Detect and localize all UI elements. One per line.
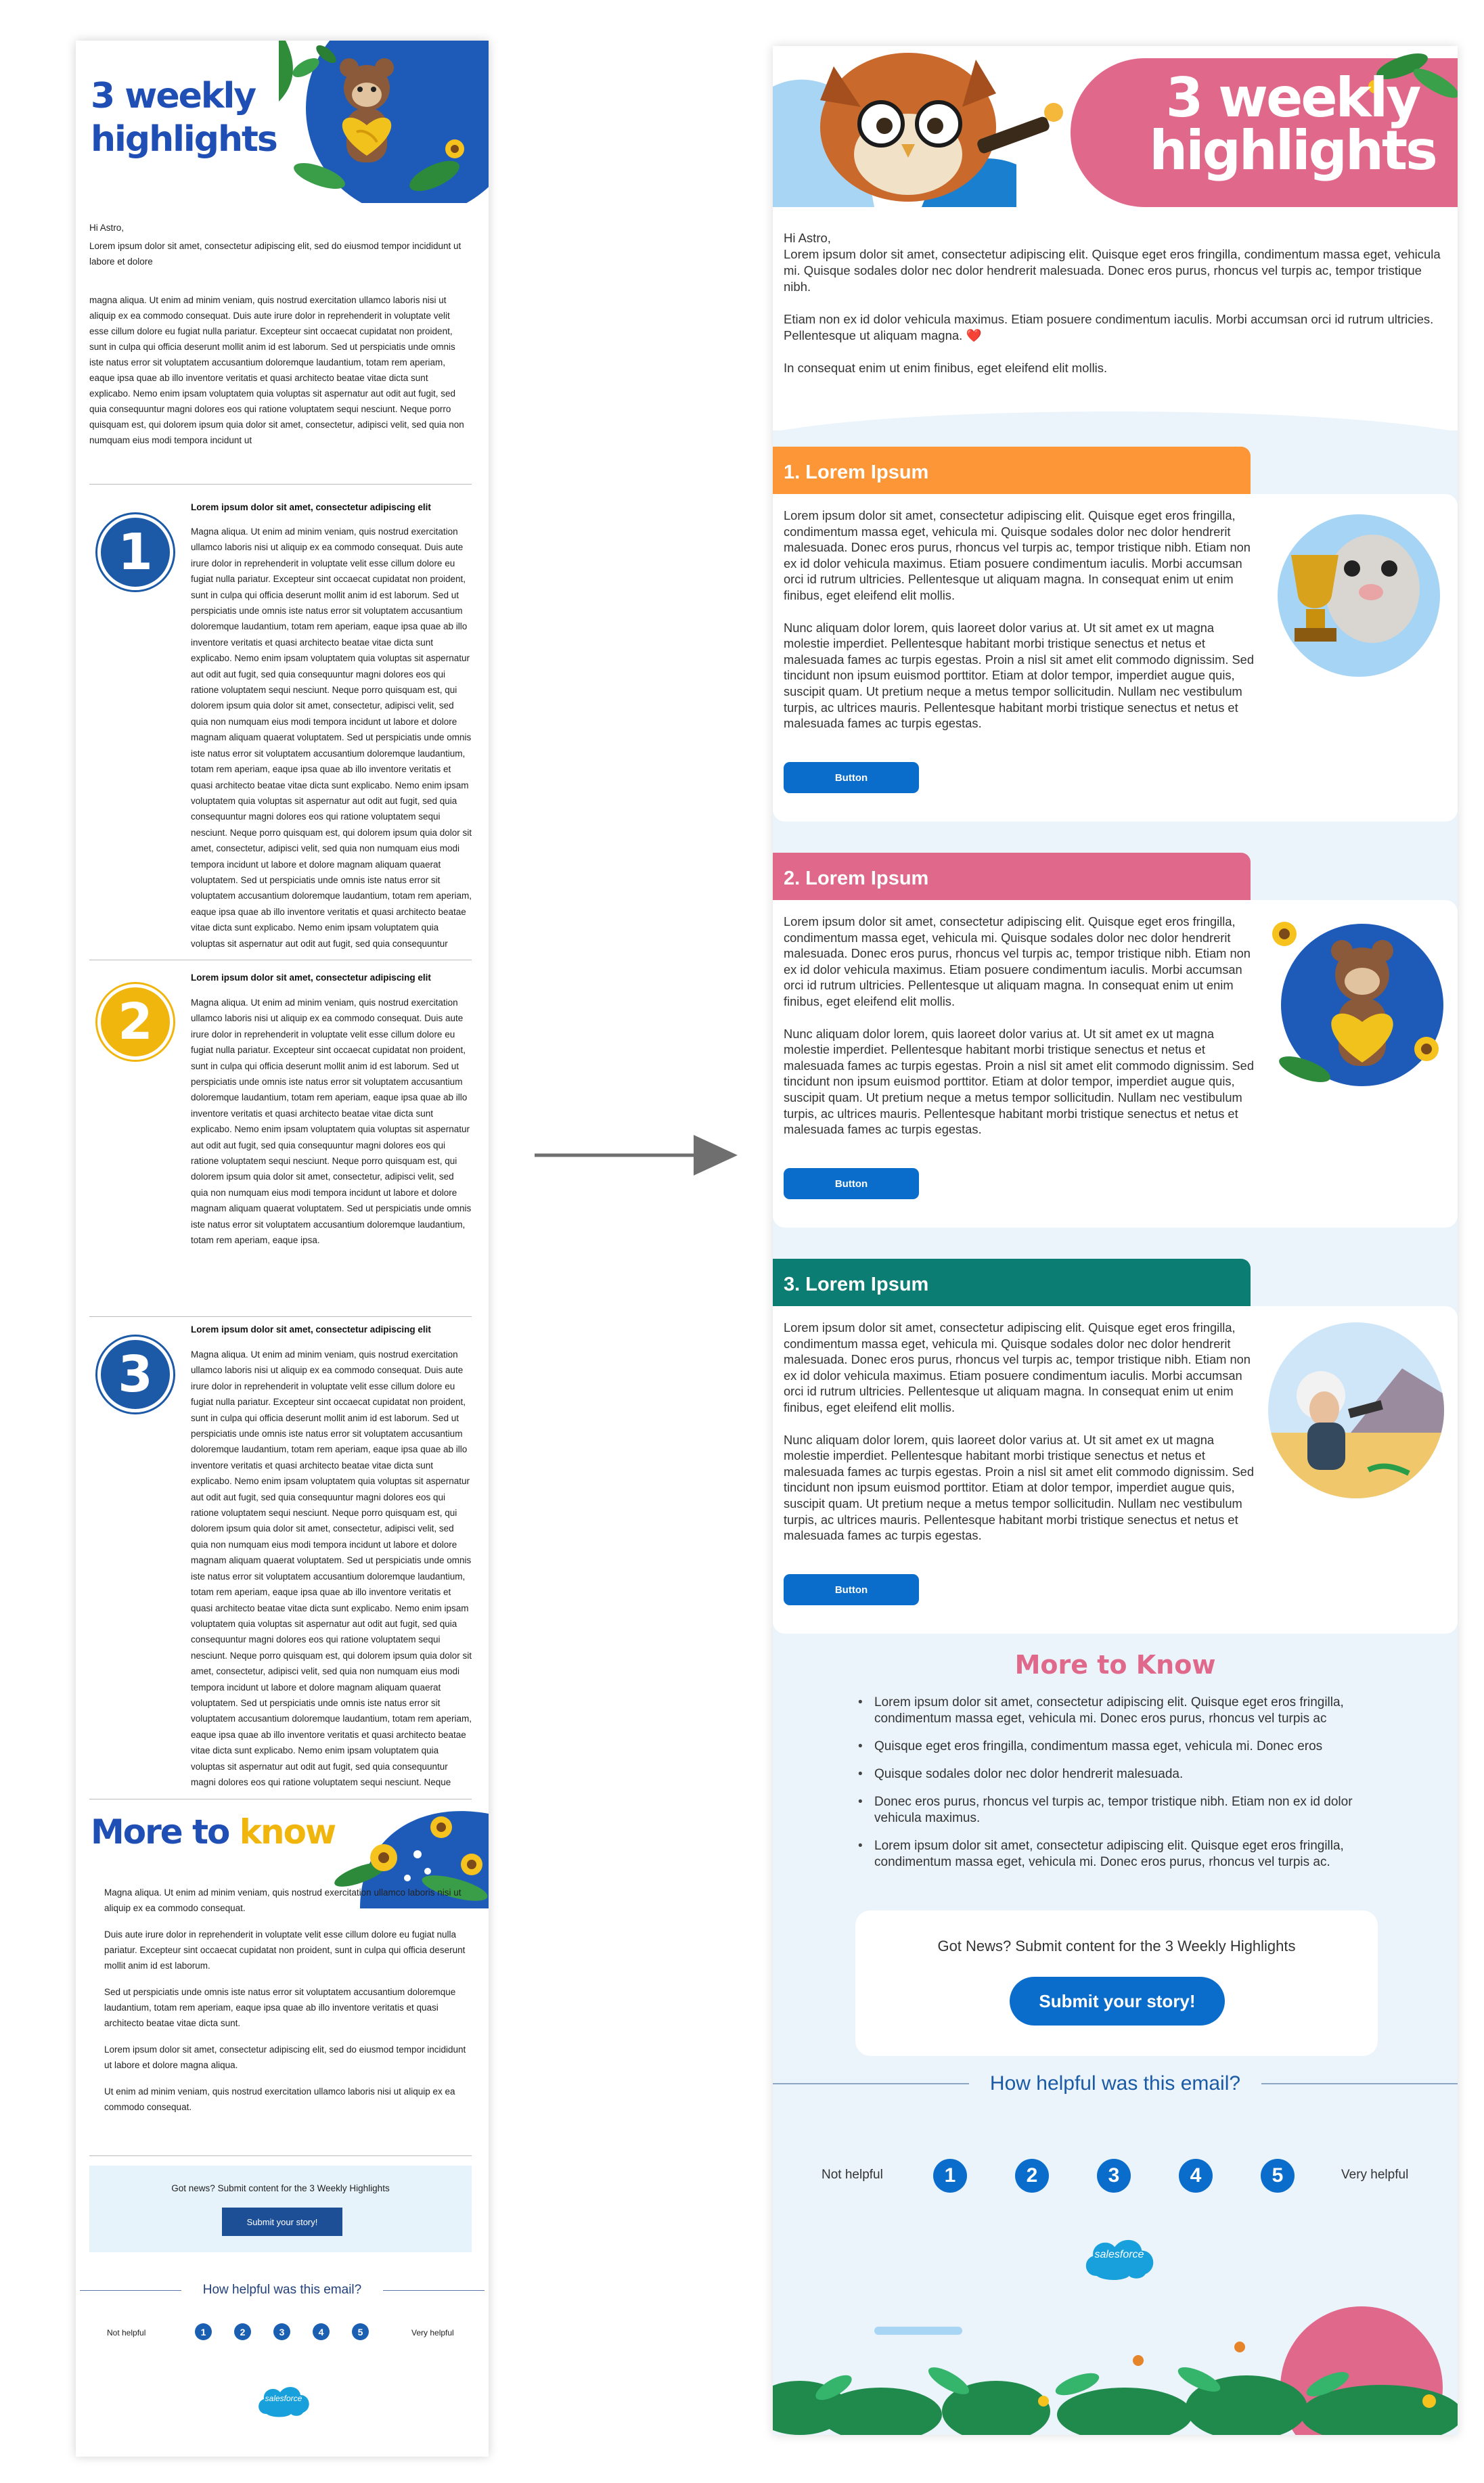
divider	[89, 484, 472, 485]
not-helpful-label: Not helpful	[822, 2168, 883, 2182]
divider	[773, 2083, 969, 2084]
section-2-body: Magna aliqua. Ut enim ad minim veniam, quis nostrud exercitation ullamco laboris nisi ut aliquip ex ea commodo consequat. Duis aute irure dolor in reprehenderit in voluptate velit esse cillum dolore eu fugiat nulla pariatur. Excepteur sint occaecat cupidatat non proident, sunt in culpa qui officia deserunt mollit anim id est laborum. Sed ut perspiciatis unde omnis iste natus error sit voluptatem accusantium doloremque laudantium, totam rem aperiam, eaque ipsa quae ab illo inventore veritatis et quasi architecto beatae vitae dicta sunt explicabo. Nemo enim ipsam voluptatem quia voluptas sit aspernatur aut odit aut fugit, sed quia consequuntur magni dolores eos qui ratione voluptatem sequi nesciunt. Neque porro quisquam est, qui dolorem ipsum quia dolor sit amet, consectetur, adipisci velit, sed quia non numquam eius modi tempora incidunt ut labore et dolore magnam aliquam quaerat voluptatem. Sed ut perspiciatis unde omnis iste natus error sit voluptatem accusantium doloremque laudantium, totam rem aperiam, eaque ipsa.	[191, 998, 472, 1246]
section-number-3: 3	[97, 1337, 173, 1412]
email-before	[76, 41, 489, 2457]
einstein-desert-illustration	[1267, 1321, 1446, 1500]
intro-text	[784, 230, 1447, 376]
list-item: • Lorem ipsum dolor sit amet, consectetur adipiscing elit. Quisque eget eros fringilla, condimentum massa eget, vehicula mi. Donec eros purus, rhoncus vel turpis ac	[858, 1695, 1393, 1727]
divider	[80, 2290, 181, 2291]
rating-1[interactable]: 1	[195, 2323, 212, 2340]
more-paragraph: Duis aute irure dolor in reprehenderit in voluptate velit esse cillum dolore eu fugiat nulla pariatur. Excepteur sint occaecat cupidatat non proident, sunt in culpa qui officia deserunt mollit anim id est laborum.	[104, 1929, 466, 1971]
section-2-card	[773, 900, 1458, 1228]
section-1-card	[773, 494, 1458, 822]
intro-paragraph-3: In consequat enim ut enim finibus, eget eleifend elit mollis.	[784, 361, 1108, 375]
section-1-tab: 1. Lorem Ipsum	[773, 447, 1251, 494]
divider	[383, 2290, 485, 2291]
divider	[89, 2155, 472, 2156]
rating-4[interactable]: 4	[313, 2323, 330, 2340]
list-item: • Quisque eget eros fringilla, condimentum massa eget, vehicula mi. Donec eros	[858, 1739, 1393, 1755]
email-title: 3 weekly highlights	[1149, 66, 1436, 182]
got-news-text: Got news? Submit content for the 3 Weekly Highlights	[171, 2183, 390, 2193]
section-1-body: Magna aliqua. Ut enim ad minim veniam, quis nostrud exercitation ullamco laboris nisi ut aliquip ex ea commodo consequat. Duis aute irure dolor in reprehenderit in voluptate velit esse cillum dolore eu fugiat nulla pariatur. Excepteur sint occaecat cupidatat non proident, sunt in culpa qui officia deserunt mollit anim id est laborum. Sed ut perspiciatis unde omnis iste natus error sit voluptatem accusantium doloremque laudantium, totam rem aperiam, eaque ipsa quae ab illo inventore veritatis et quasi architecto beatae vitae dicta sunt explicabo. Nemo enim ipsam voluptatem quia voluptas sit aspernatur aut odit aut fugit, sed quia consequuntur magni dolores eos qui ratione voluptatem sequi nesciunt. Neque porro quisquam est, qui dolorem ipsum quia dolor sit amet, consectetur, adipisci velit, sed quia non numquam eius modi tempora incidunt ut labore et dolore magnam aliquam quaerat voluptatem. Sed ut perspiciatis unde omnis iste natus error sit voluptatem accusantium doloremque laudantium, totam rem aperiam, eaque ipsa quae ab illo inventore veritatis et quasi architecto beatae vitae dicta sunt explicabo. Nemo enim ipsam voluptatem quia voluptas sit aspernatur aut odit aut fugit, sed quia consequuntur magni dolores eos qui ratione voluptatem sequi nesciunt. Neque porro quisquam est, qui dolorem ipsum quia dolor sit amet, consectetur, adipisci velit, sed quia non numquam eius modi tempora incidunt ut labore et dolore magnam aliquam quaerat voluptatem. Sed ut perspiciatis unde omnis iste natus error sit voluptatem accusantium doloremque laudantium, totam rem aperiam, eaque ipsa quae ab illo inventore veritatis et quasi architecto beatae vitae dicta sunt explicabo. Nemo enim ipsam voluptatem quia voluptas sit aspernatur aut odit aut fugit, sed quia consequuntur	[191, 527, 472, 949]
section-3-body: Magna aliqua. Ut enim ad minim veniam, quis nostrud exercitation ullamco laboris nisi ut aliquip ex ea commodo consequat. Duis aute irure dolor in reprehenderit in voluptate velit esse cillum dolore eu fugiat nulla pariatur. Excepteur sint occaecat cupidatat non proident, sunt in culpa qui officia deserunt mollit anim id est laborum. Sed ut perspiciatis unde omnis iste natus error sit voluptatem accusantium doloremque laudantium, totam rem aperiam, eaque ipsa quae ab illo inventore veritatis et quasi architecto beatae vitae dicta sunt explicabo. Nemo enim ipsam voluptatem quia voluptas sit aspernatur aut odit aut fugit, sed quia consequuntur magni dolores eos qui ratione voluptatem sequi nesciunt. Neque porro quisquam est, qui dolorem ipsum quia dolor sit amet, consectetur, adipisci velit, sed quia non numquam eius modi tempora incidunt ut labore et dolore magnam aliquam quaerat voluptatem. Sed ut perspiciatis unde omnis iste natus error sit voluptatem accusantium doloremque laudantium, totam rem aperiam, eaque ipsa quae ab illo inventore veritatis et quasi architecto beatae vitae dicta sunt explicabo. Nemo enim ipsam voluptatem quia voluptas sit aspernatur aut odit aut fugit, sed quia consequuntur magni dolores eos qui ratione voluptatem sequi nesciunt. Neque porro quisquam est, qui dolorem ipsum quia dolor sit amet, consectetur, adipisci velit, sed quia non numquam eius modi tempora incidunt ut labore et dolore magnam aliquam quaerat voluptatem. Sed ut perspiciatis unde omnis iste natus error sit voluptatem accusantium doloremque laudantium, totam rem aperiam, eaque ipsa quae ab illo inventore veritatis et quasi architecto beatae vitae dicta sunt explicabo. Nemo enim ipsam voluptatem quia voluptas sit aspernatur aut odit aut fugit, sed quia consequuntur magni dolores eos qui ratione voluptatem sequi nesciunt. Neque	[191, 1349, 472, 1787]
email-title: 3 weekly highlights	[91, 76, 277, 160]
rating-3[interactable]: 3	[273, 2323, 290, 2340]
section-number-1: 1	[97, 514, 173, 590]
not-helpful-label: Not helpful	[107, 2328, 146, 2337]
section-number-2: 2	[97, 984, 173, 1060]
more-to-know-list	[858, 1695, 1393, 1882]
more-to-know-title: More to Know	[1014, 1650, 1216, 1680]
salesforce-logo[interactable]: salesforce	[253, 2379, 314, 2421]
intro-paragraph-2: Etiam non ex id dolor vehicula maximus. Etiam posuere condimentum iaculis. Morbi accumsan orci id rutrum ultricies. Pellentesque ut aliquam magna. ❤️	[784, 312, 1434, 342]
right-arrow-icon	[535, 1132, 738, 1179]
section-1-body: Lorem ipsum dolor sit amet, consectetur adipiscing elit. Quisque eget eros fringilla, condimentum massa eget, vehicula mi. Quisque sodales dolor nec dolor hendrerit malesuada. Donec eros purus, rhoncus vel turpis ac, tempor tristique nibh. Etiam non ex id dolor vehicula maximus. Etiam posuere condimentum iaculis. Morbi accumsan orci id rutrum ultricies. Pellentesque ut aliquam magna. In consequat enim ut enim finibus, eget eleifend elit mollis. Nunc aliquam dolor lorem, quis laoreet dolor varius at. Ut sit amet ex ut magna molestie imperdiet. Pellentesque habitant morbi tristique senectus et netus et malesuada fames ac turpis egestas. Proin a nisl sit amet elit commodo dignissim. Sed tincidunt non ipsum euismod porttitor. Etiam at dolor tempor, imperdiet augue quis, suscipit quam. Ut pretium neque a metus tempor sollicitudin. Nullam nec vestibulum turpis, ac ultrices mauris. Pellentesque habitant morbi tristique senectus et netus et malesuada fames ac turpis egestas.	[784, 508, 1254, 731]
email-after	[773, 46, 1458, 2435]
section-3-card	[773, 1306, 1458, 1634]
rating-5[interactable]: 5	[1261, 2159, 1295, 2193]
very-helpful-label: Very helpful	[411, 2328, 454, 2337]
rating-2[interactable]: 2	[234, 2323, 251, 2340]
greeting: Hi Astro,	[784, 231, 831, 245]
greeting: Hi Astro,	[89, 223, 125, 233]
submit-box	[855, 1910, 1378, 2056]
foliage-footer-illustration	[773, 2300, 1458, 2435]
rating-1[interactable]: 1	[933, 2159, 967, 2193]
submit-story-button[interactable]: Submit your story!	[1010, 1977, 1225, 2026]
helpful-question: How helpful was this email?	[202, 2283, 362, 2297]
list-item: • Quisque sodales dolor nec dolor hendrerit malesuada.	[858, 1766, 1393, 1783]
more-to-know-title: More to know	[91, 1812, 336, 1852]
section-1-heading: Lorem ipsum dolor sit amet, consectetur adipiscing elit	[191, 502, 431, 512]
intro-paragraph-1: Lorem ipsum dolor sit amet, consectetur adipiscing elit. Quisque eget eros fringilla, condimentum massa eget, vehicula mi. Quisque sodales dolor nec dolor hendrerit malesuada. Donec eros purus, rhoncus vel turpis ac, tempor tristique nibh.	[784, 247, 1441, 294]
section-2-button[interactable]: Button	[784, 1168, 919, 1199]
list-item: • Lorem ipsum dolor sit amet, consectetur adipiscing elit. Quisque eget eros fringilla, condimentum massa eget, vehicula mi. Donec eros purus, rhoncus vel turpis ac.	[858, 1838, 1393, 1871]
astro-header-illustration	[279, 41, 489, 203]
section-3-body: Lorem ipsum dolor sit amet, consectetur adipiscing elit. Quisque eget eros fringilla, condimentum massa eget, vehicula mi. Quisque sodales dolor nec dolor hendrerit malesuada. Donec eros purus, rhoncus vel turpis ac, tempor tristique nibh. Etiam non ex id dolor vehicula maximus. Etiam posuere condimentum iaculis. Morbi accumsan orci id rutrum ultricies. Pellentesque ut aliquam magna. In consequat enim ut enim finibus, eget eleifend elit mollis. Nunc aliquam dolor lorem, quis laoreet dolor varius at. Ut sit amet ex ut magna molestie imperdiet. Pellentesque habitant morbi tristique senectus et netus et malesuada fames ac turpis egestas. Proin a nisl sit amet elit commodo dignissim. Sed tincidunt non ipsum euismod porttitor. Etiam at dolor tempor, imperdiet augue quis, suscipit quam. Ut pretium neque a metus tempor sollicitudin. Nullam nec vestibulum turpis, ac ultrices mauris. Pellentesque habitant morbi tristique senectus et netus et malesuada fames ac turpis egestas.	[784, 1320, 1254, 1543]
submit-story-button[interactable]: Submit your story!	[222, 2208, 342, 2236]
got-news-text: Got News? Submit content for the 3 Weekly Highlights	[937, 1938, 1296, 1954]
more-to-know-list	[104, 1885, 473, 2115]
section-3-heading: Lorem ipsum dolor sit amet, consectetur adipiscing elit	[191, 1324, 431, 1335]
section-2-body: Lorem ipsum dolor sit amet, consectetur adipiscing elit. Quisque eget eros fringilla, condimentum massa eget, vehicula mi. Quisque sodales dolor nec dolor hendrerit malesuada. Donec eros purus, rhoncus vel turpis ac, tempor tristique nibh. Etiam non ex id dolor vehicula maximus. Etiam posuere condimentum iaculis. Morbi accumsan orci id rutrum ultricies. Pellentesque ut aliquam magna. In consequat enim ut enim finibus, eget eleifend elit mollis. Nunc aliquam dolor lorem, quis laoreet dolor varius at. Ut sit amet ex ut magna molestie imperdiet. Pellentesque habitant morbi tristique senectus et netus et malesuada fames ac turpis egestas. Proin a nisl sit amet elit commodo dignissim. Sed tincidunt non ipsum euismod porttitor. Etiam at dolor tempor, imperdiet augue quis, suscipit quam. Ut pretium neque a metus tempor sollicitudin. Nullam nec vestibulum turpis, ac ultrices mauris. Pellentesque habitant morbi tristique senectus et netus et malesuada fames ac turpis egestas.	[784, 914, 1254, 1137]
helpful-question: How helpful was this email?	[989, 2072, 1241, 2095]
section-2-tab: 2. Lorem Ipsum	[773, 853, 1251, 900]
intro-text-2: magna aliqua. Ut enim ad minim veniam, quis nostrud exercitation ullamco laboris nisi ut aliquip ex ea commodo consequat. Duis aute irure dolor in reprehenderit in voluptate velit esse cillum dolore eu fugiat nulla pariatur. Excepteur sint occaecat cupidatat non proident, sunt in culpa qui officia deserunt mollit anim id est laborum. Sed ut perspiciatis unde omnis iste natus error sit voluptatem accusantium doloremque laudantium, totam rem aperiam, eaque ipsa quae ab illo inventore veritatis et quasi architecto beatae vitae dicta sunt explicabo. Nemo enim ipsam voluptatem quia voluptas sit aspernatur aut odit aut fugit, sed quia consequuntur magni dolores eos qui ratione voluptatem sequi nesciunt. Neque porro quisquam est, qui dolorem ipsum quia dolor sit amet, consectetur, adipisci velit, sed quia non numquam eius modi tempora incidunt ut	[89, 295, 464, 445]
rating-3[interactable]: 3	[1097, 2159, 1131, 2193]
divider	[1261, 2083, 1458, 2084]
section-3-button[interactable]: Button	[784, 1574, 919, 1605]
more-paragraph: Ut enim ad minim veniam, quis nostrud exercitation ullamco laboris nisi ut aliquip ex ea commodo consequat.	[104, 2086, 455, 2112]
trophy-goat-illustration	[1264, 508, 1440, 684]
section-2-heading: Lorem ipsum dolor sit amet, consectetur adipiscing elit	[191, 972, 431, 983]
rating-4[interactable]: 4	[1179, 2159, 1213, 2193]
divider	[89, 1316, 472, 1317]
astro-heart-globe-illustration	[1264, 914, 1448, 1098]
rating-5[interactable]: 5	[352, 2323, 369, 2340]
intro-text: Lorem ipsum dolor sit amet, consectetur adipiscing elit, sed do eiusmod tempor incididunt ut labore et dolore	[89, 241, 462, 267]
rating-2[interactable]: 2	[1015, 2159, 1049, 2193]
more-paragraph: Lorem ipsum dolor sit amet, consectetur adipiscing elit, sed do eiusmod tempor incididunt ut labore et dolore magna aliqua.	[104, 2044, 466, 2070]
submit-box	[89, 2166, 472, 2252]
more-paragraph: Magna aliqua. Ut enim ad minim veniam, quis nostrud exercitation ullamco laboris nisi ut aliquip ex ea commodo consequat.	[104, 1887, 462, 1913]
section-3-tab: 3. Lorem Ipsum	[773, 1259, 1251, 1306]
more-paragraph: Sed ut perspiciatis unde omnis iste natus error sit voluptatem accusantium doloremque laudantium, totam rem aperiam, eaque ipsa quae ab illo inventore veritatis et quasi architecto beatae vitae dicta sunt.	[104, 1987, 456, 2028]
section-1-button[interactable]: Button	[784, 762, 919, 793]
very-helpful-label: Very helpful	[1341, 2168, 1409, 2182]
list-item: • Donec eros purus, rhoncus vel turpis ac, tempor tristique nibh. Etiam non ex id dolor vehicula maximus.	[858, 1794, 1393, 1827]
salesforce-logo[interactable]: salesforce	[1079, 2229, 1160, 2285]
